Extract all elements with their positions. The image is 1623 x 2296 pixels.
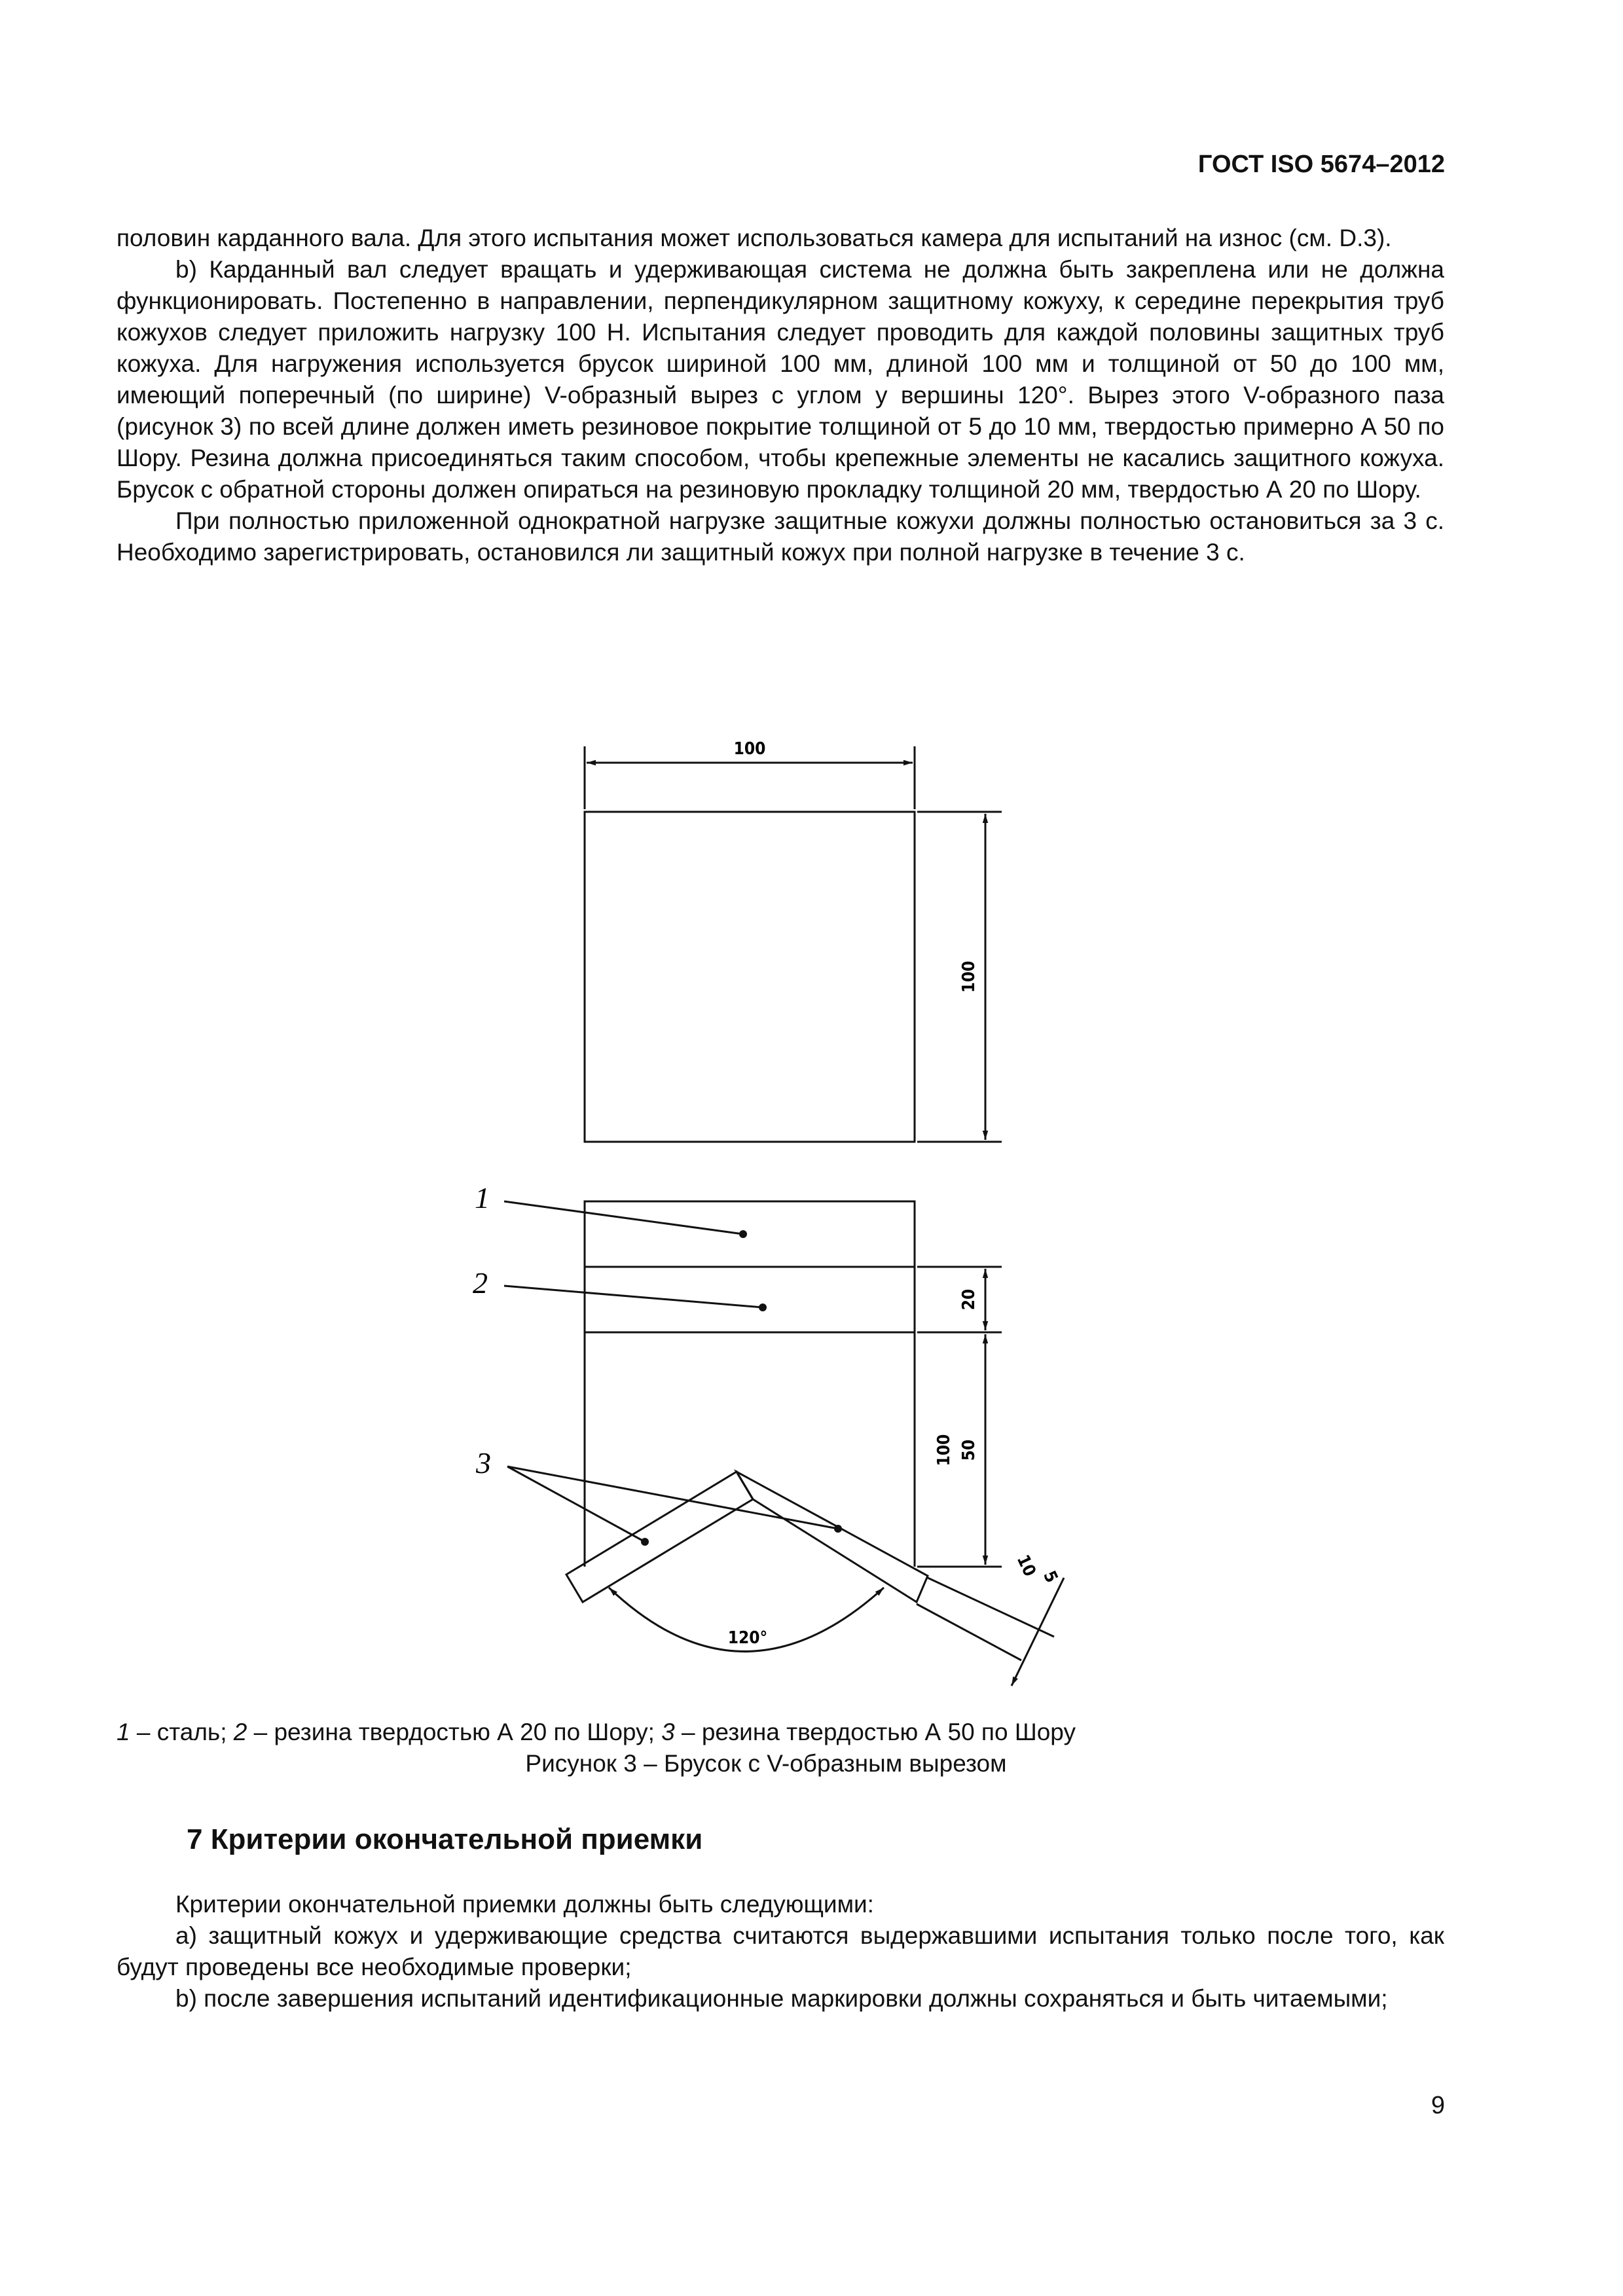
v-notch-block <box>585 1332 915 1567</box>
body-text <box>117 223 1444 568</box>
legend-num-3: 3 <box>661 1719 675 1745</box>
dim-width-label: 100 <box>733 739 766 759</box>
top-view-square <box>585 812 915 1142</box>
figure-3-drawing <box>0 707 1623 1715</box>
document-header: ГОСТ ISO 5674–2012 <box>1197 151 1445 178</box>
dim-coat-max-label: 10 <box>1012 1552 1040 1580</box>
steel-block <box>585 1201 915 1267</box>
legend-text-2: – резина твердостью А 20 по Шору; <box>247 1719 662 1745</box>
rubber-pad <box>585 1267 915 1332</box>
paragraph-item-b: b) Карданный вал следует вращать и удерживающая система не должна быть закреплена или не должна функционировать. Постепенно в направлении, перпендикулярном защитному кожуху, к середине перекрытия труб кожухов следует приложить нагрузку 100 Н. Испытания следует проводить для каждой половины защитных труб кожуха. Для нагружения используется брусок шириной 100 мм, длиной 100 мм и толщиной от 50 до 100 мм, имеющий поперечный (по ширине) V-образный вырез с углом у вершины 120°. Вырез этого V-образного паза (рисунок 3) по всей длине должен иметь резиновое покрытие толщиной от 5 до 10 мм, твердостью примерно А 50 по Шору. Резина должна присоединяться таким способом, чтобы крепежные элементы не касались защитного кожуха. Брусок с обратной стороны должен опираться на резиновую прокладку толщиной 20 мм, твердостью А 20 по Шору. <box>117 256 1444 503</box>
callout-3: 3 <box>476 1446 491 1480</box>
section-7-heading: 7 Критерии окончательной приемки <box>187 1823 703 1855</box>
figure-legend <box>117 1719 1076 1746</box>
v-coating-left <box>566 1472 753 1602</box>
criteria-intro: Критерии окончательной приемки должны быть следующими: <box>175 1891 874 1918</box>
legend-num-2: 2 <box>233 1719 247 1745</box>
dim-coat-min-label: 5 <box>1039 1567 1062 1586</box>
section-7-body <box>117 1889 1444 2014</box>
criteria-item-b: b) после завершения испытаний идентификационные маркировки должны сохраняться и быть читаемыми; <box>175 1985 1388 2012</box>
paragraph-continuation: половин карданного вала. Для этого испытания может использоваться камера для испытаний на износ (см. D.3). <box>117 225 1392 251</box>
legend-text-3: – резина твердостью А 50 по Шору <box>674 1719 1076 1745</box>
dim-height-label: 100 <box>959 960 979 993</box>
dim-block-max-label: 100 <box>934 1434 954 1467</box>
callout-1: 1 <box>475 1181 490 1214</box>
paragraph-load-stop: При полностью приложенной однократной нагрузке защитные кожухи должны полностью остановиться за 3 с. Необходимо зарегистрировать, остановился ли защитный кожух при полной нагрузке в течение 3 с. <box>117 507 1444 566</box>
dim-rubber-label: 20 <box>959 1288 979 1311</box>
angle-label: 120° <box>727 1628 768 1648</box>
legend-num-1: 1 <box>117 1719 130 1745</box>
v-coating-right <box>737 1472 928 1602</box>
dim-block-min-label: 50 <box>959 1439 979 1461</box>
page-number: 9 <box>1431 2092 1445 2119</box>
criteria-item-a: a) защитный кожух и удерживающие средства считаются выдержавшими испытания только после того, как будут проведены все необходимые проверки; <box>117 1922 1444 1980</box>
callout-2: 2 <box>473 1266 488 1300</box>
legend-text-1: – сталь; <box>130 1719 234 1745</box>
figure-caption: Рисунок 3 – Брусок с V-образным вырезом <box>525 1750 1007 1777</box>
